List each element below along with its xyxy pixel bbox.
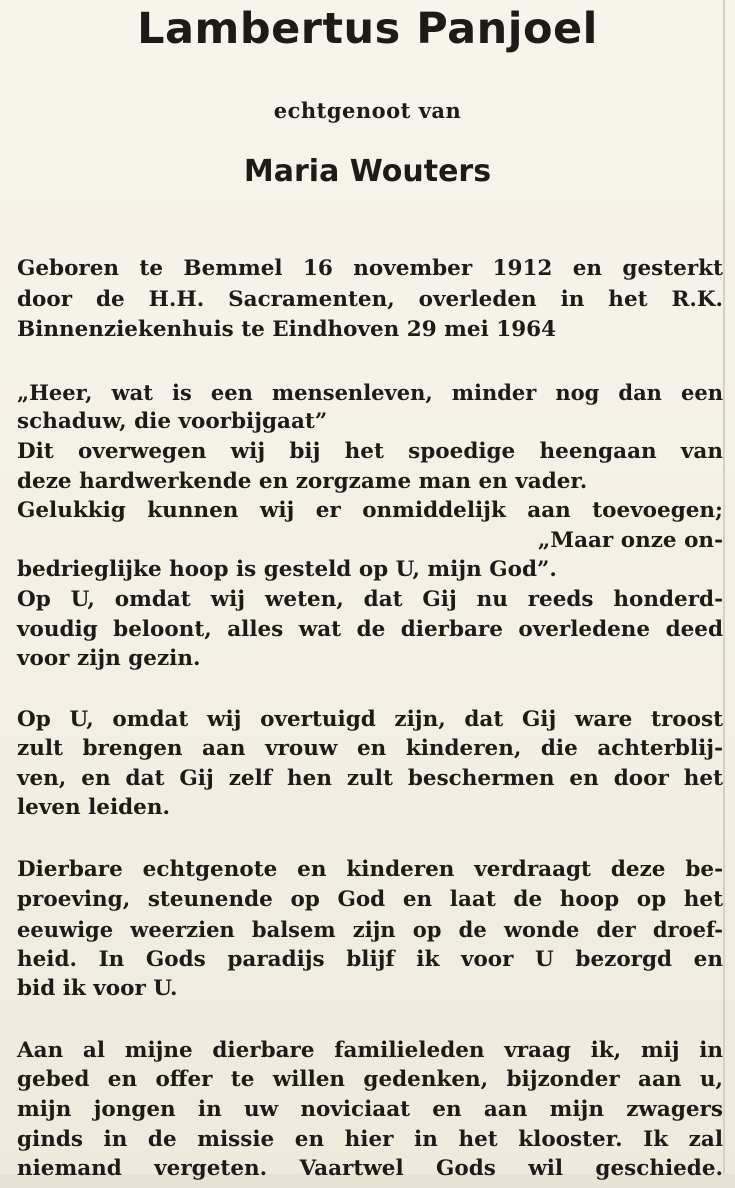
text-line: gebed en offer te willen gedenken, bijzonder aan u, <box>17 1067 723 1092</box>
text-line: bedrieglijke hoop is gesteld op U, mijn God”. <box>17 557 557 582</box>
text-line: Geboren te Bemmel 16 november 1912 en gesterkt <box>17 256 723 281</box>
text-line: deze hardwerkende en zorgzame man en vader. <box>17 469 588 494</box>
text-line: voudig beloont, alles wat de dierbare overledene deed <box>17 617 723 642</box>
text-line: Binnenziekenhuis te Eindhoven 29 mei 1964 <box>17 317 557 342</box>
text-line: voor zijn gezin. <box>17 646 201 671</box>
text-line: mijn jongen in uw noviciaat en aan mijn zwagers <box>17 1097 723 1122</box>
text-line: Dit overwegen wij bij het spoedige heengaan van <box>17 439 723 464</box>
spouse-relation: echtgenoot van <box>273 98 462 123</box>
text-line: Op U, omdat wij overtuigd zijn, dat Gij ware troost <box>17 707 723 732</box>
text-line: ven, en dat Gij zelf hen zult beschermen en door het <box>17 766 723 791</box>
text-line: schaduw, die voorbijgaat” <box>17 409 328 434</box>
text-line: door de H.H. Sacramenten, overleden in het R.K. <box>17 287 723 312</box>
text-line: „Maar onze on- <box>537 528 723 553</box>
spouse-name: Maria Wouters <box>243 154 492 189</box>
text-line: niemand vergeten. Vaartwel Gods wil geschiede. <box>17 1156 723 1181</box>
text-line: bid ik voor U. <box>17 976 178 1001</box>
text-line: ginds in de missie en hier in het klooster. Ik zal <box>17 1127 723 1152</box>
text-line: eeuwige weerzien balsem zijn op de wonde der droef- <box>17 917 723 942</box>
text-line: leven leiden. <box>17 795 170 820</box>
deceased-name: Lambertus Panjoel <box>137 4 598 54</box>
text-line: heid. In Gods paradijs blijf ik voor U bezorgd en <box>17 947 723 972</box>
text-line: Op U, omdat wij weten, dat Gij nu reeds honderd- <box>17 587 723 612</box>
text-line: zult brengen aan vrouw en kinderen, die achterblij- <box>17 736 723 761</box>
text-line: proeving, steunende op God en laat de hoop op het <box>17 887 723 912</box>
text-line: Gelukkig kunnen wij er onmiddelijk aan toevoegen; <box>17 498 723 523</box>
text-line: „Heer, wat is een mensenleven, minder nog dan een <box>17 380 723 405</box>
text-line: Dierbare echtgenote en kinderen verdraagt deze be- <box>17 857 723 882</box>
text-line: Aan al mijne dierbare familieleden vraag ik, mij in <box>17 1038 723 1063</box>
